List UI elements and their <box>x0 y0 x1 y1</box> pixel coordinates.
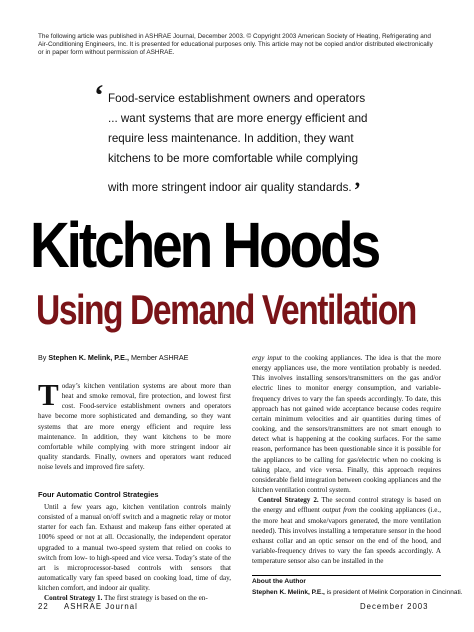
right-column-body <box>252 353 441 566</box>
pull-quote-line: kitchens to be more comfortable while complying <box>108 152 359 165</box>
pull-quote-line: Food-service establishment owners and operators <box>108 92 366 105</box>
left-column-body <box>38 502 231 604</box>
section-paragraph: Until a few years ago, kitchen ventilation controls mainly consisted of a manual on/off switch and a magnetic relay or motor starter for each fan. Exhaust and makeup fans either operated at 100% speed or not at all. Occasionally, the independent operator upgraded to a manual two-speed system that relied on cooks to switch from low- to high-speed and vice versa. Today’s state of the art is microprocessor-based controls with sensors that automatically vary fan speed based on cooking load, time of day, kitchen comfort, and indoor air quality. <box>38 503 231 593</box>
pull-quote <box>94 79 428 202</box>
drop-cap: T <box>38 377 59 412</box>
strategy2-paragraph <box>252 495 441 566</box>
about-heading: About the Author <box>252 578 306 585</box>
strategy2-pre: The second control strategy is based on the energy and effluent <box>252 496 442 515</box>
byline <box>38 353 188 362</box>
right-paragraph-1 <box>252 353 441 495</box>
section-heading: Four Automatic Control Strategies <box>38 490 159 499</box>
author-name: Stephen K. Melink, P.E., <box>48 353 129 362</box>
footer-page-number: 22 <box>38 602 49 611</box>
strategy1-text: The first strategy is based on the en- <box>104 594 208 603</box>
open-quote-mark: ‘ <box>94 79 104 112</box>
output-from-italic: output from <box>322 506 357 515</box>
strategy2-label: Control Strategy 2. <box>258 496 319 505</box>
right-paragraph-1-text: to the cooking appliances. The idea is that the more energy appliances use, the more ventilation probably is needed. This involves installing sensors/transmitters on the gas and/or electric lines to monitor energy consumption, and variable-frequency drives to vary the fan speeds accordingly. To date, this approach has not gained wide acceptance because codes require certain minimum velocities and air quantities during times of cooking, and the sensors/transmitters are not smart enough to detect what is happening at the cooking surfaces. For the same reason, performance has been questionable since it is possible for the appliances to be calling for gas/electric when no cooking is taking place, and vice versa. Finally, this approach requires considerable field integration between cooking appliances and the kitchen ventilation control system. <box>252 354 442 495</box>
energy-input-italic: ergy input <box>252 354 282 362</box>
intro-text: oday’s kitchen ventilation systems are about more than heat and smoke removal, fire protection, and lowest first cost. Food-service establishment owners and operators have become more sophisticated and demanding, so they want systems that are more energy efficient and require less maintenance. In addition, they want kitchens to be more comfortable while complying with more stringent indoor air quality standards. Finally, owners and operators want reduced noise levels and improved fire safety. <box>38 382 231 472</box>
about-name: Stephen K. Melink, P.E., <box>252 589 325 596</box>
copyright-notice: The following article was published in ASHRAE Journal, December 2003. © Copyright 2003 American Society of Heating, Refrigerating and Air-Conditioning Engineers, Inc. It is presented for educational purposes only. This article may not be copied and/or distributed electronically or in paper form without permission of ASHRAE. <box>38 33 433 57</box>
about-text: is president of Melink Corporation in Cincinnati. <box>326 589 463 596</box>
footer-journal: ASHRAE Journal <box>64 602 138 611</box>
about-divider <box>252 575 441 576</box>
about-author <box>252 589 463 596</box>
pull-quote-line: require less maintenance. In addition, they want <box>108 132 354 145</box>
strategy1-label: Control Strategy 1. <box>44 594 103 603</box>
intro-paragraph <box>38 377 231 472</box>
close-quote-mark: ’ <box>353 177 361 202</box>
article-subtitle: Using Demand Ventilation <box>36 286 416 333</box>
pull-quote-line: ... want systems that are more energy efficient and <box>108 112 368 125</box>
article-title: Kitchen Hoods <box>30 209 379 281</box>
pull-quote-line: with more stringent indoor air quality standards.’ <box>108 177 361 202</box>
footer-date: December 2003 <box>360 602 429 611</box>
strategy2-rest: the cooking appliances (i.e., the more heat and smoke/vapors generated, the more ventilation needed). This involves installing a temperature sensor in the hood exhaust collar and an optic sensor on the end of the hood, and variable-frequency drives to vary the fan speeds accordingly. A temperature sensor also can be installed in the <box>252 506 441 566</box>
author-membership: Member ASHRAE <box>130 353 189 362</box>
byline-prefix: By <box>38 353 47 362</box>
